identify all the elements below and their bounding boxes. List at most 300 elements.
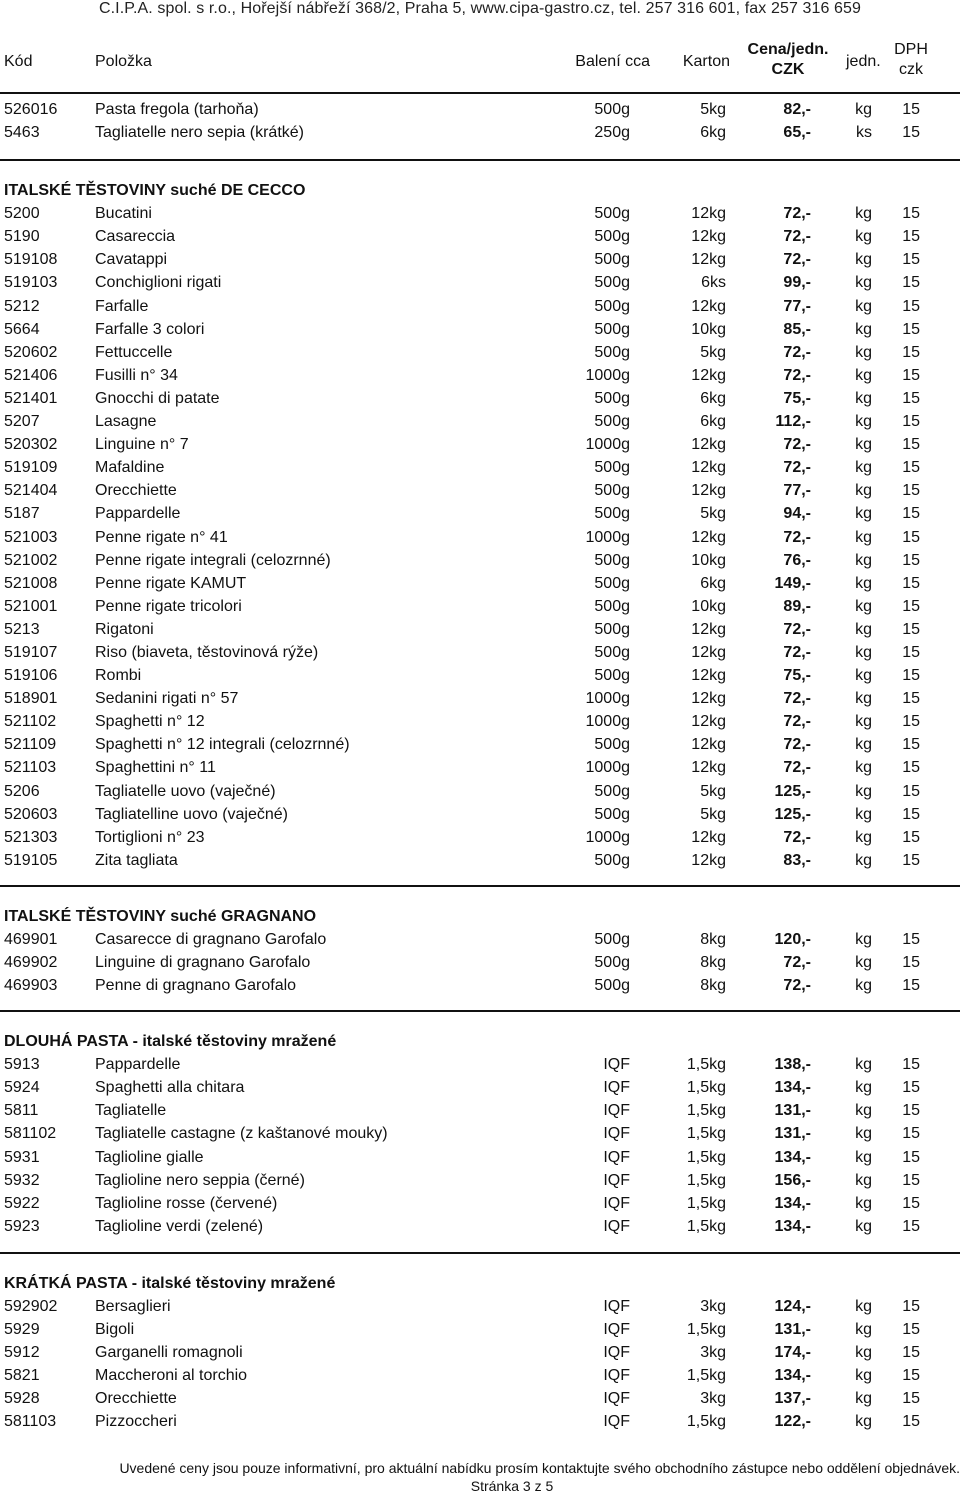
product-name: Sedanini rigati n° 57 — [95, 690, 239, 708]
table-row — [0, 780, 960, 803]
vat-rate: 15 — [902, 389, 920, 407]
product-code: 521002 — [4, 551, 58, 569]
unit-price: 131,- — [774, 1125, 811, 1143]
product-name: Gnocchi di patate — [95, 389, 220, 407]
package-size: 250g — [594, 124, 630, 142]
vat-rate: 15 — [902, 667, 920, 685]
product-name: Penne di gragnano Garofalo — [95, 977, 297, 995]
unit: kg — [855, 782, 872, 800]
package-size: 500g — [594, 574, 630, 592]
table-row — [0, 928, 960, 951]
product-code: 5463 — [4, 124, 40, 142]
table-row — [0, 1192, 960, 1215]
package-size: 500g — [594, 251, 630, 269]
table-row — [0, 1341, 960, 1364]
unit-price: 134,- — [774, 1217, 811, 1235]
unit: kg — [855, 343, 872, 361]
unit-price: 134,- — [774, 1367, 811, 1385]
product-name: Rombi — [95, 667, 142, 685]
vat-rate: 15 — [902, 805, 920, 823]
table-row — [0, 225, 960, 248]
unit-price: 82,- — [783, 101, 811, 118]
unit: kg — [855, 1194, 872, 1212]
vat-rate: 15 — [902, 930, 920, 948]
unit: kg — [855, 1413, 872, 1431]
product-name: Penne rigate KAMUT — [95, 574, 247, 592]
package-size: IQF — [603, 1413, 630, 1431]
carton-size: 12kg — [691, 620, 726, 638]
section-title: ITALSKÉ TĚSTOVINY suché DE CECCO — [4, 182, 306, 200]
product-name: Fettuccelle — [95, 343, 173, 361]
unit-price: 76,- — [783, 551, 811, 569]
unit: kg — [855, 977, 872, 995]
unit: kg — [855, 828, 872, 846]
table-row — [0, 98, 960, 121]
table-row — [0, 572, 960, 595]
product-name: Casareccia — [95, 228, 176, 246]
unit: kg — [855, 1171, 872, 1189]
table-row — [0, 502, 960, 525]
product-name: Pasta fregola (tarhoňa) — [95, 101, 259, 118]
product-name: Spaghetti alla chitara — [95, 1079, 245, 1097]
carton-size: 12kg — [691, 713, 726, 731]
col-kod: Kód — [4, 53, 33, 70]
vat-rate: 15 — [902, 505, 920, 523]
carton-size: 12kg — [691, 228, 726, 246]
unit: kg — [855, 930, 872, 948]
vat-rate: 15 — [902, 954, 920, 971]
product-code: 520603 — [4, 805, 58, 823]
package-size: 500g — [594, 320, 630, 338]
package-size: IQF — [603, 1297, 630, 1315]
unit-price: 72,- — [783, 228, 811, 246]
carton-size: 1,5kg — [686, 1079, 726, 1097]
col-karton: Karton — [682, 53, 730, 70]
carton-size: 12kg — [691, 690, 726, 708]
vat-rate: 15 — [902, 1413, 920, 1431]
unit: kg — [855, 1321, 872, 1339]
product-name: Tagliatelle nero sepia (krátké) — [95, 124, 304, 142]
carton-size: 12kg — [691, 251, 726, 269]
unit-price: 89,- — [783, 597, 811, 615]
product-code: 581103 — [4, 1413, 57, 1431]
product-code: 5922 — [4, 1194, 40, 1212]
table-row — [0, 549, 960, 572]
package-size: 1000g — [585, 436, 630, 454]
carton-size: 5kg — [700, 101, 726, 118]
carton-size: 10kg — [691, 551, 726, 569]
product-code: 521001 — [4, 597, 58, 615]
unit: kg — [855, 1125, 872, 1143]
product-name: Taglioline verdi (zelené) — [95, 1217, 264, 1235]
unit-price: 94,- — [783, 505, 811, 523]
unit-price: 75,- — [783, 389, 811, 407]
carton-size: 1,5kg — [686, 1194, 726, 1212]
vat-rate: 15 — [902, 782, 920, 800]
vat-rate: 15 — [902, 620, 920, 638]
product-name: Spaghetti n° 12 — [95, 713, 205, 731]
unit: kg — [855, 505, 872, 523]
carton-size: 3kg — [700, 1390, 726, 1408]
unit-price: 77,- — [783, 482, 811, 500]
column-header-row — [0, 36, 960, 94]
table-row — [0, 456, 960, 479]
carton-size: 1,5kg — [686, 1056, 726, 1074]
section-title: DLOUHÁ PASTA - italské těstoviny mražené — [4, 1033, 337, 1051]
unit: kg — [855, 1102, 872, 1120]
unit: kg — [855, 389, 872, 407]
vat-rate: 15 — [902, 828, 920, 846]
package-size: IQF — [603, 1367, 630, 1385]
vat-rate: 15 — [902, 690, 920, 708]
product-code: 521103 — [4, 759, 57, 777]
table-row — [0, 271, 960, 294]
table-row — [0, 1215, 960, 1238]
unit: kg — [855, 366, 872, 384]
unit: kg — [855, 228, 872, 246]
unit-price: 122,- — [774, 1413, 811, 1431]
package-size: 500g — [594, 805, 630, 823]
section-title: KRÁTKÁ PASTA - italské těstoviny mražené — [4, 1274, 336, 1292]
vat-rate: 15 — [902, 101, 920, 118]
unit: kg — [855, 274, 872, 292]
table-row — [0, 803, 960, 826]
vat-rate: 15 — [902, 228, 920, 246]
unit: kg — [855, 436, 872, 454]
product-code: 5207 — [4, 413, 40, 431]
product-code: 5664 — [4, 320, 40, 338]
table-row — [0, 664, 960, 687]
price-list — [0, 92, 960, 1447]
product-code: 469901 — [4, 930, 58, 948]
vat-rate: 15 — [902, 759, 920, 777]
section-title: ITALSKÉ TĚSTOVINY suché GRAGNANO — [4, 907, 317, 925]
product-name: Linguine di gragnano Garofalo — [95, 954, 311, 971]
product-name: Spaghettini n° 11 — [95, 759, 216, 777]
package-size: 500g — [594, 667, 630, 685]
product-name: Zita tagliata — [95, 851, 178, 869]
unit: kg — [855, 1367, 872, 1385]
product-code: 519103 — [4, 274, 58, 292]
unit-price: 72,- — [783, 736, 811, 754]
table-row — [0, 1318, 960, 1341]
product-name: Bigoli — [95, 1321, 135, 1339]
package-size: 500g — [594, 505, 630, 523]
unit: kg — [855, 101, 872, 118]
vat-rate: 15 — [902, 482, 920, 500]
carton-size: 1,5kg — [686, 1367, 726, 1385]
table-row — [0, 341, 960, 364]
table-row — [0, 387, 960, 410]
product-name: Tagliatelle — [95, 1102, 167, 1120]
unit: kg — [855, 482, 872, 500]
carton-size: 12kg — [691, 297, 726, 315]
vat-rate: 15 — [902, 1148, 920, 1166]
product-code: 5931 — [4, 1148, 40, 1166]
unit: kg — [855, 667, 872, 685]
unit-price: 134,- — [774, 1148, 811, 1166]
product-name: Spaghetti n° 12 integrali (celozrnné) — [95, 736, 350, 754]
package-size: 500g — [594, 101, 630, 118]
package-size: IQF — [603, 1171, 630, 1189]
product-name: Conchiglioni rigati — [95, 274, 222, 292]
product-name: Cavatappi — [95, 251, 168, 269]
product-name: Taglioline rosse (červené) — [95, 1194, 278, 1212]
unit-price: 77,- — [783, 297, 811, 315]
product-code: 5821 — [4, 1367, 40, 1385]
table-row — [0, 1295, 960, 1318]
product-code: 521003 — [4, 528, 58, 546]
vat-rate: 15 — [902, 205, 920, 223]
package-size: 1000g — [585, 690, 630, 708]
package-size: IQF — [603, 1344, 630, 1362]
package-size: 1000g — [585, 366, 630, 384]
vat-rate: 15 — [902, 1297, 920, 1315]
vat-rate: 15 — [902, 274, 920, 292]
package-size: 500g — [594, 459, 630, 477]
col-baleni: Balení cca — [575, 53, 650, 70]
package-size: 500g — [594, 736, 630, 754]
vat-rate: 15 — [902, 1079, 920, 1097]
unit-price: 131,- — [774, 1321, 811, 1339]
unit: kg — [855, 205, 872, 223]
unit: kg — [855, 954, 872, 971]
product-code: 521008 — [4, 574, 58, 592]
carton-size: 12kg — [691, 205, 726, 223]
carton-size: 5kg — [700, 805, 726, 823]
unit-price: 72,- — [783, 690, 811, 708]
package-size: 500g — [594, 954, 630, 971]
package-size: 500g — [594, 482, 630, 500]
unit-price: 131,- — [774, 1102, 811, 1120]
product-name: Tagliatelline uovo (vaječné) — [95, 805, 288, 823]
package-size: 500g — [594, 782, 630, 800]
table-row — [0, 1099, 960, 1122]
product-code: 5190 — [4, 228, 40, 246]
product-name: Casarecce di gragnano Garofalo — [95, 930, 327, 948]
carton-size: 12kg — [691, 828, 726, 846]
unit: kg — [855, 690, 872, 708]
vat-rate: 15 — [902, 251, 920, 269]
package-size: IQF — [603, 1079, 630, 1097]
unit-price: 72,- — [783, 343, 811, 361]
unit: kg — [855, 320, 872, 338]
vat-rate: 15 — [902, 1321, 920, 1339]
unit-price: 72,- — [783, 251, 811, 269]
vat-rate: 15 — [902, 320, 920, 338]
product-code: 5206 — [4, 782, 40, 800]
carton-size: 12kg — [691, 643, 726, 661]
unit: kg — [855, 297, 872, 315]
package-size: 500g — [594, 297, 630, 315]
package-size: 1000g — [585, 759, 630, 777]
table-row — [0, 687, 960, 710]
carton-size: 5kg — [700, 782, 726, 800]
product-name: Taglioline nero seppia (černé) — [95, 1171, 305, 1189]
product-name: Maccheroni al torchio — [95, 1367, 248, 1385]
product-code: 5924 — [4, 1079, 40, 1097]
vat-rate: 15 — [902, 297, 920, 315]
unit-price: 149,- — [774, 574, 811, 592]
table-row — [0, 479, 960, 502]
table-row — [0, 974, 960, 997]
section — [0, 1012, 960, 1254]
unit: kg — [855, 851, 872, 869]
unit-price: 75,- — [783, 667, 811, 685]
carton-size: 6kg — [700, 413, 726, 431]
col-jedn: jedn. — [846, 53, 881, 70]
package-size: IQF — [603, 1390, 630, 1408]
unit: kg — [855, 1148, 872, 1166]
product-code: 519109 — [4, 459, 58, 477]
product-name: Garganelli romagnoli — [95, 1344, 243, 1362]
product-code: 520302 — [4, 436, 58, 454]
vat-rate: 15 — [902, 1102, 920, 1120]
unit: ks — [856, 124, 872, 142]
carton-size: 1,5kg — [686, 1321, 726, 1339]
package-size: 500g — [594, 643, 630, 661]
package-size: IQF — [603, 1148, 630, 1166]
package-size: 1000g — [585, 713, 630, 731]
table-row — [0, 1387, 960, 1410]
unit-price: 125,- — [774, 805, 811, 823]
carton-size: 5kg — [700, 343, 726, 361]
section — [0, 92, 960, 161]
unit-price: 72,- — [783, 205, 811, 223]
carton-size: 5kg — [700, 505, 726, 523]
table-row — [0, 951, 960, 974]
unit: kg — [855, 1390, 872, 1408]
carton-size: 12kg — [691, 482, 726, 500]
product-name: Tagliatelle castagne (z kaštanové mouky) — [95, 1125, 388, 1143]
vat-rate: 15 — [902, 436, 920, 454]
carton-size: 12kg — [691, 366, 726, 384]
footer-note — [0, 1460, 960, 1476]
product-code: 5932 — [4, 1171, 40, 1189]
unit-price: 137,- — [774, 1390, 811, 1408]
carton-size: 12kg — [691, 759, 726, 777]
carton-size: 3kg — [700, 1344, 726, 1362]
table-row — [0, 710, 960, 733]
vat-rate: 15 — [902, 366, 920, 384]
carton-size: 6kg — [700, 574, 726, 592]
table-row — [0, 121, 960, 144]
vat-rate: 15 — [902, 343, 920, 361]
table-row — [0, 618, 960, 641]
carton-size: 12kg — [691, 459, 726, 477]
carton-size: 12kg — [691, 667, 726, 685]
table-row — [0, 826, 960, 849]
product-code: 519107 — [4, 643, 58, 661]
carton-size: 8kg — [700, 954, 726, 971]
carton-size: 10kg — [691, 320, 726, 338]
package-size: 500g — [594, 228, 630, 246]
package-size: 500g — [594, 597, 630, 615]
carton-size: 1,5kg — [686, 1413, 726, 1431]
product-code: 519105 — [4, 851, 58, 869]
vat-rate: 15 — [902, 528, 920, 546]
unit-price: 134,- — [774, 1194, 811, 1212]
table-row — [0, 1122, 960, 1145]
table-row — [0, 1053, 960, 1076]
unit: kg — [855, 713, 872, 731]
vat-rate: 15 — [902, 551, 920, 569]
unit-price: 134,- — [774, 1079, 811, 1097]
unit: kg — [855, 620, 872, 638]
vat-rate: 15 — [902, 643, 920, 661]
vat-rate: 15 — [902, 574, 920, 592]
table-row — [0, 733, 960, 756]
product-code: 521401 — [4, 389, 58, 407]
product-name: Farfalle 3 colori — [95, 320, 205, 338]
unit: kg — [855, 528, 872, 546]
product-code: 519108 — [4, 251, 58, 269]
unit: kg — [855, 1217, 872, 1235]
carton-size: 1,5kg — [686, 1148, 726, 1166]
company-header: C.I.P.A. spol. s r.o., Hořejší nábřeží 368/2, Praha 5, www.cipa-gastro.cz, tel. 257 316 601, fax 257 316 659 — [98, 0, 862, 17]
unit: kg — [855, 643, 872, 661]
package-size: IQF — [603, 1125, 630, 1143]
unit-price: 72,- — [783, 528, 811, 546]
package-size: 500g — [594, 551, 630, 569]
unit: kg — [855, 551, 872, 569]
product-name: Orecchiette — [95, 1390, 177, 1408]
product-code: 519106 — [4, 667, 58, 685]
unit: kg — [855, 1056, 872, 1074]
footer-note-text: Uvedené ceny jsou pouze informativní, pro aktuální nabídku prosím kontaktujte svého obchodního zástupce nebo oddělení objednávek. — [119, 1460, 960, 1476]
unit: kg — [855, 1297, 872, 1315]
package-size: 500g — [594, 274, 630, 292]
product-name: Tortiglioni n° 23 — [95, 828, 205, 846]
package-size: 500g — [594, 413, 630, 431]
product-code: 521303 — [4, 828, 58, 846]
unit-price: 112,- — [775, 413, 811, 431]
product-code: 469902 — [4, 954, 58, 971]
vat-rate: 15 — [902, 597, 920, 615]
carton-size: 12kg — [691, 528, 726, 546]
vat-rate: 15 — [902, 1194, 920, 1212]
vat-rate: 15 — [902, 124, 920, 142]
unit-price: 120,- — [774, 930, 811, 948]
unit: kg — [855, 459, 872, 477]
table-row — [0, 526, 960, 549]
carton-size: 12kg — [691, 851, 726, 869]
carton-size: 8kg — [700, 977, 726, 995]
table-row — [0, 1076, 960, 1099]
product-name: Penne rigate tricolori — [95, 597, 242, 615]
product-code: 521109 — [4, 736, 57, 754]
table-row — [0, 1146, 960, 1169]
table-row — [0, 849, 960, 872]
unit-price: 72,- — [783, 459, 811, 477]
product-code: 592902 — [4, 1297, 58, 1315]
table-row — [0, 595, 960, 618]
table-row — [0, 410, 960, 433]
product-code: 5929 — [4, 1321, 40, 1339]
carton-size: 1,5kg — [686, 1102, 726, 1120]
unit-price: 125,- — [774, 782, 811, 800]
vat-rate: 15 — [902, 1367, 920, 1385]
carton-size: 8kg — [700, 930, 726, 948]
product-name: Bersaglieri — [95, 1297, 171, 1315]
section — [0, 1254, 960, 1447]
table-row — [0, 756, 960, 779]
vat-rate: 15 — [902, 977, 920, 995]
carton-size: 6kg — [700, 389, 726, 407]
unit-price: 83,- — [783, 851, 811, 869]
product-code: 526016 — [4, 101, 58, 118]
product-name: Penne rigate n° 41 — [95, 528, 228, 546]
